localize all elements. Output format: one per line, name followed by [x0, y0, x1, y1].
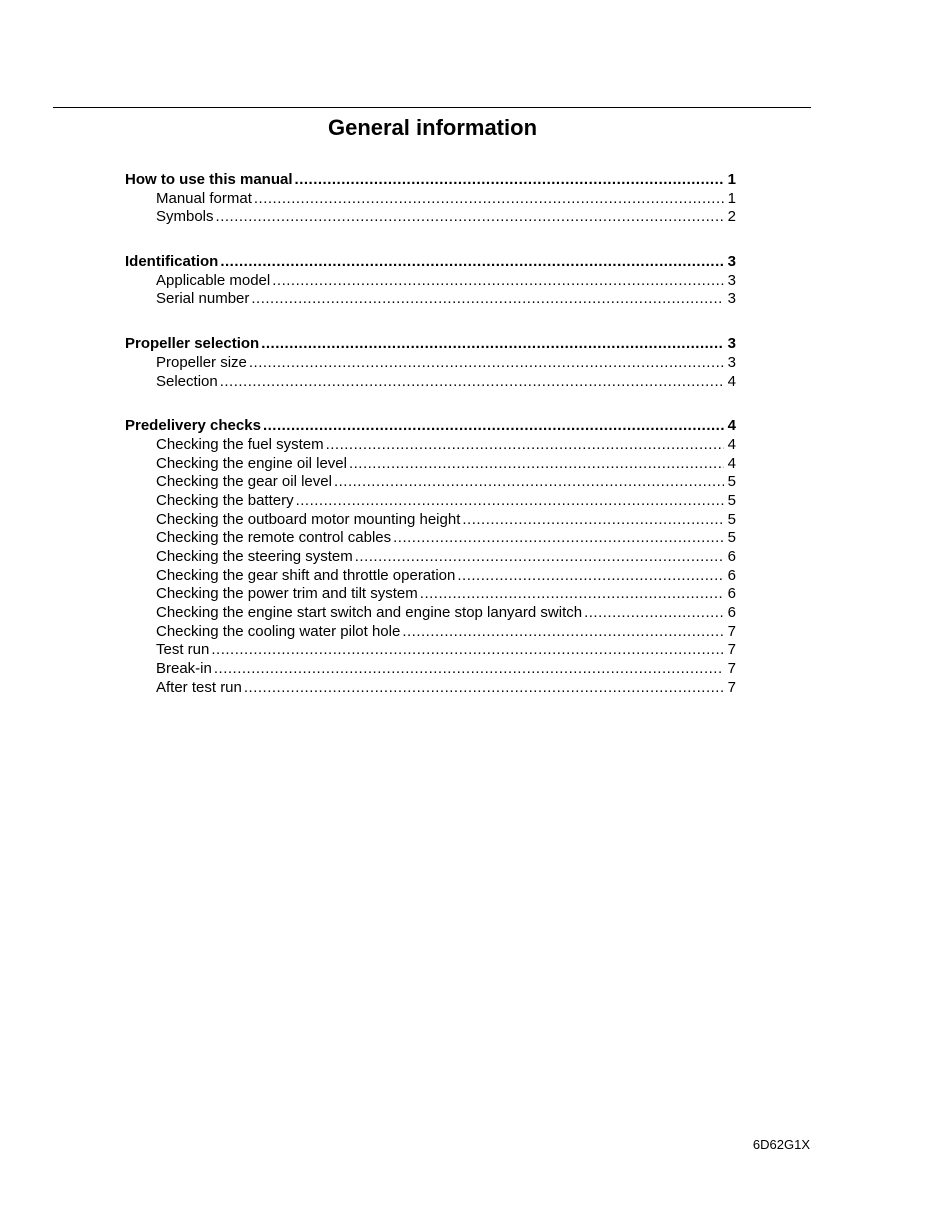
toc-entry-label: Checking the fuel system [156, 435, 324, 453]
toc-page-number: 1 [727, 189, 736, 207]
dot-leader [402, 623, 724, 642]
toc-heading[interactable] [125, 335, 736, 354]
toc-entry-label: Checking the steering system [156, 548, 353, 565]
toc-entry[interactable] [125, 604, 736, 623]
dot-leader [220, 253, 724, 272]
toc-entry[interactable] [125, 436, 736, 455]
dot-leader [263, 417, 724, 436]
toc-page-number: 3 [727, 253, 736, 271]
toc-page-number: 5 [727, 473, 736, 491]
dot-leader [249, 354, 724, 373]
toc-page-number: 5 [727, 529, 736, 547]
toc-entry-label: Checking the gear oil level [156, 473, 332, 491]
toc-entry[interactable] [125, 585, 736, 604]
toc-heading-label: Propeller selection [125, 335, 260, 353]
toc-section-identification [125, 253, 736, 309]
dot-leader [261, 335, 724, 354]
toc-entry-label: Symbols [156, 208, 214, 226]
dot-leader [244, 679, 724, 698]
toc-page-number: 6 [727, 604, 736, 622]
toc-page-number: 6 [727, 566, 736, 584]
toc-entry-label: Checking the outboard motor mounting height [156, 510, 461, 528]
toc-entry-label: Serial number [156, 290, 250, 308]
dot-leader [272, 272, 724, 291]
toc-page-number: 3 [727, 353, 736, 371]
toc-heading[interactable] [125, 253, 736, 272]
toc-page-number: 6 [727, 585, 736, 603]
toc-entry-label: Manual format [156, 189, 252, 207]
toc-entry[interactable] [125, 511, 736, 530]
toc-page-number: 7 [727, 660, 736, 678]
dot-leader [216, 208, 724, 227]
dot-leader [296, 492, 724, 511]
dot-leader [420, 585, 724, 604]
dot-leader [214, 660, 724, 679]
dot-leader [355, 548, 724, 567]
page-title: General information [327, 115, 538, 140]
dot-leader [211, 641, 724, 660]
toc-entry-label: Checking the remote control cables [156, 529, 392, 547]
toc-entry[interactable] [125, 641, 736, 660]
toc-entry-label: After test run [156, 678, 242, 696]
toc-page-number: 5 [727, 491, 736, 509]
toc-heading-label: How to use this manual [125, 171, 293, 188]
toc-page-number: 5 [727, 510, 736, 528]
toc-entry-label: Checking the cooling water pilot hole [156, 622, 401, 640]
toc-entry-label: Checking the battery [156, 491, 294, 509]
toc-entry-label: Propeller size [156, 353, 247, 371]
toc-entry[interactable] [125, 660, 736, 679]
toc-page-number: 7 [727, 641, 736, 659]
toc-section-how-to-use [125, 171, 736, 227]
toc-entry[interactable] [125, 190, 736, 209]
toc-page-number: 2 [727, 208, 736, 226]
toc-entry[interactable] [125, 354, 736, 373]
toc-entry[interactable] [125, 623, 736, 642]
toc-entry[interactable] [125, 529, 736, 548]
toc-entry[interactable] [125, 290, 736, 309]
toc-page-number: 3 [727, 271, 736, 289]
toc-entry[interactable] [125, 272, 736, 291]
dot-leader [462, 511, 724, 530]
dot-leader [349, 455, 724, 474]
toc-entry-label: Test run [156, 641, 210, 659]
toc-entry[interactable] [125, 208, 736, 227]
toc-page-number: 7 [727, 622, 736, 640]
toc-section-predelivery-checks [125, 417, 736, 697]
dot-leader [251, 290, 724, 309]
toc-page-number: 4 [727, 372, 736, 390]
toc-entry[interactable] [125, 473, 736, 492]
toc-heading[interactable] [125, 171, 736, 190]
dot-leader [393, 529, 724, 548]
dot-leader [295, 171, 724, 190]
toc-page-number: 6 [727, 548, 736, 565]
toc-page-number: 3 [727, 290, 736, 308]
dot-leader [220, 373, 724, 392]
dot-leader [584, 604, 724, 623]
toc-entry[interactable] [125, 567, 736, 586]
table-of-contents [125, 171, 736, 724]
toc-entry[interactable] [125, 455, 736, 474]
toc-entry-label: Break-in [156, 660, 212, 678]
toc-entry[interactable] [125, 492, 736, 511]
header-rule [53, 107, 811, 108]
toc-entry-label: Checking the power trim and tilt system [156, 585, 418, 603]
toc-section-propeller-selection [125, 335, 736, 391]
toc-entry[interactable] [125, 373, 736, 392]
toc-entry[interactable] [125, 679, 736, 698]
document-code: 6D62G1X [752, 1137, 810, 1152]
toc-heading-label: Predelivery checks [125, 417, 261, 435]
toc-heading[interactable] [125, 417, 736, 436]
toc-entry-label: Selection [156, 372, 218, 390]
dot-leader [457, 567, 724, 586]
toc-page-number: 3 [727, 335, 736, 353]
toc-entry-label: Applicable model [156, 271, 271, 289]
toc-entry-label: Checking the engine oil level [156, 454, 347, 472]
toc-page-number: 4 [727, 435, 736, 453]
dot-leader [254, 190, 724, 209]
toc-entry[interactable] [125, 548, 736, 567]
toc-page-number: 4 [727, 417, 736, 435]
dot-leader [334, 473, 724, 492]
toc-page-number: 1 [727, 171, 736, 188]
toc-entry-label: Checking the gear shift and throttle operation [156, 566, 456, 584]
toc-page-number: 7 [727, 678, 736, 696]
dot-leader [326, 436, 724, 455]
toc-page-number: 4 [727, 454, 736, 472]
toc-heading-label: Identification [125, 253, 219, 271]
toc-entry-label: Checking the engine start switch and engine stop lanyard switch [156, 604, 583, 622]
